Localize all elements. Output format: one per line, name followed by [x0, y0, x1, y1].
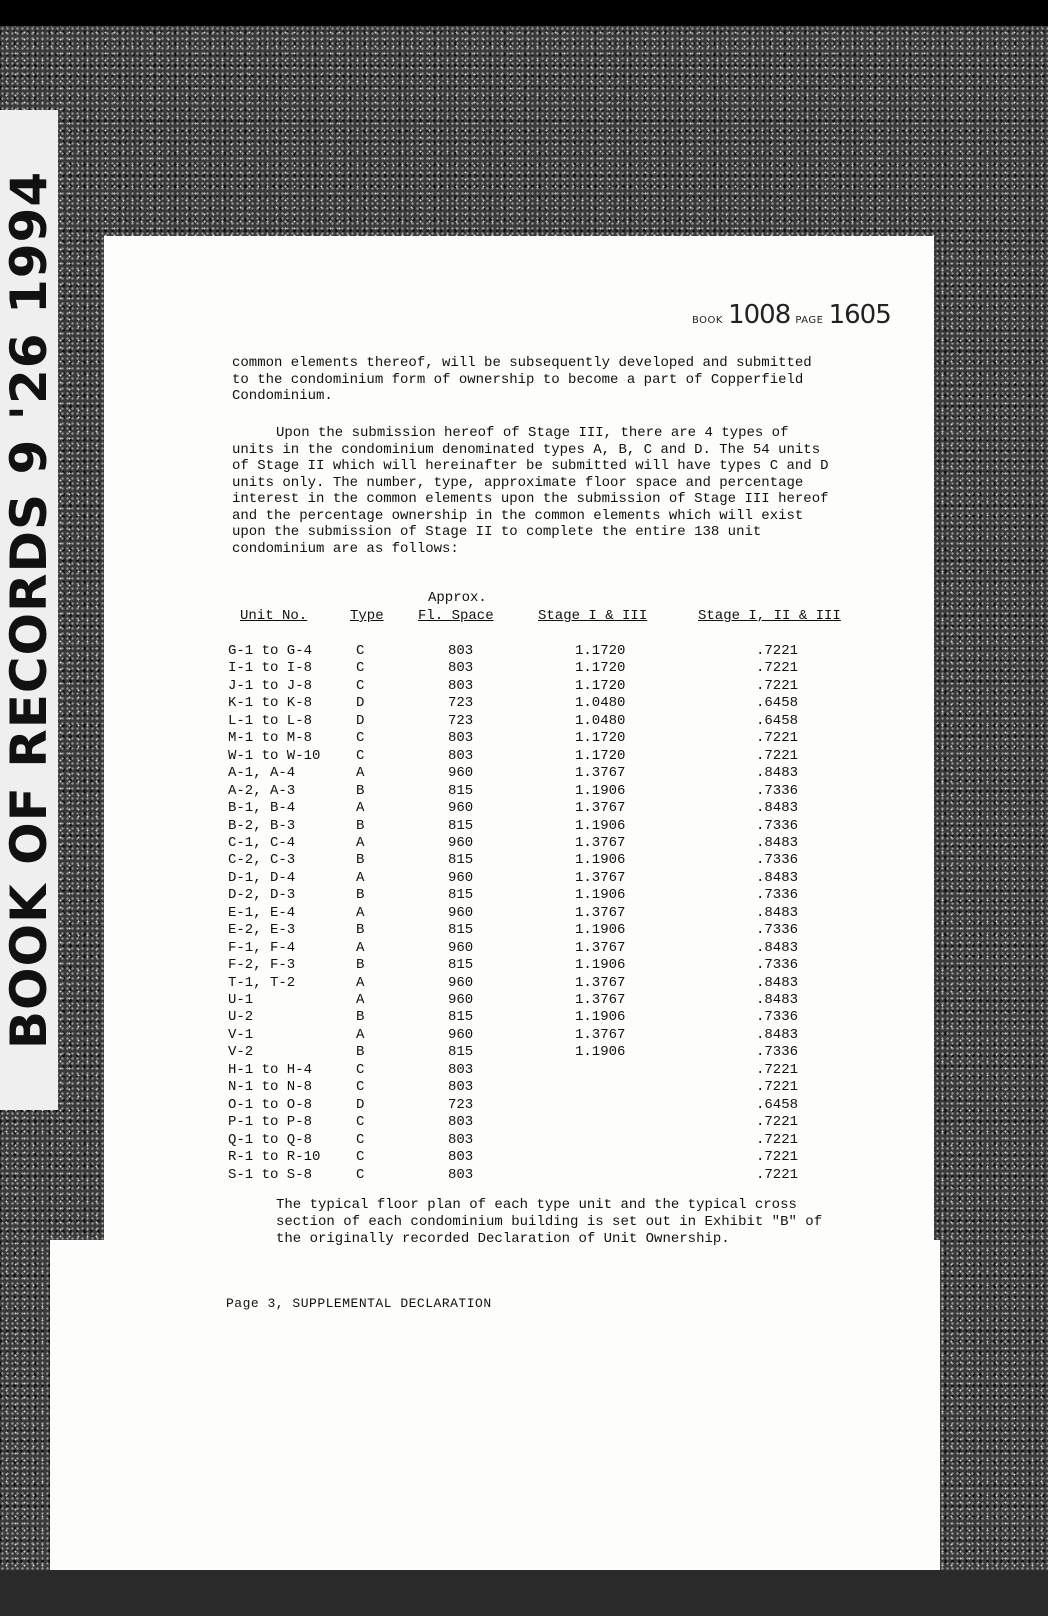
- header-type: Type: [350, 608, 384, 624]
- table-cell-space: 803: [448, 1079, 474, 1096]
- table-cell-unit: V-2: [228, 1044, 254, 1061]
- table-cell-s123: .7221: [756, 1166, 799, 1183]
- table-cell-s123: .8483: [756, 974, 799, 991]
- table-cell-unit: B-1, B-4: [228, 800, 296, 817]
- stamp-text: BOOK OF RECORDS 9 '26 1994: [0, 170, 58, 1050]
- table-cell-unit: K-1 to K-8: [228, 695, 313, 712]
- book-label: BOOK: [692, 315, 723, 326]
- table-cell-s13: 1.3767: [575, 974, 626, 991]
- table-cell-s123: .7221: [756, 1114, 799, 1131]
- table-cell-type: C: [356, 643, 365, 659]
- table-cell-space: 960: [448, 869, 474, 886]
- table-cell-s123: .7221: [756, 730, 799, 747]
- table-cell-unit: Q-1 to Q-8: [228, 1131, 313, 1148]
- table-cell-s123: .7221: [756, 747, 799, 764]
- table-cell-type: C: [356, 1079, 365, 1096]
- table-cell-type: D: [356, 712, 365, 729]
- table-cell-s123: .8483: [756, 834, 799, 851]
- table-cell-space: 803: [448, 643, 474, 659]
- table-cell-unit: C-1, C-4: [228, 834, 296, 851]
- top-border: [0, 0, 1048, 26]
- table-cell-type: A: [356, 834, 365, 851]
- table-cell-space: 723: [448, 695, 474, 712]
- book-page-reference: [692, 300, 891, 330]
- table-cell-unit: M-1 to M-8: [228, 730, 313, 747]
- table-cell-s123: .8483: [756, 765, 799, 782]
- table-cell-unit: E-1, E-4: [228, 904, 296, 921]
- table-cell-space: 815: [448, 1009, 474, 1026]
- table-cell-unit: V-1: [228, 1026, 254, 1043]
- table-cell-s123: .7336: [756, 852, 799, 869]
- table-cell-type: A: [356, 992, 365, 1008]
- table-cell-s123: .7336: [756, 817, 799, 834]
- intro-paragraph: common elements thereof, will be subsequently developed and submitted to the condominium form of ownership to become a part of Copperfield Condominium.: [232, 355, 812, 404]
- table-cell-space: 803: [448, 1149, 474, 1166]
- table-cell-type: A: [356, 765, 365, 782]
- table-cell-unit: E-2, E-3: [228, 922, 296, 939]
- table-cell-s13: 1.3767: [575, 800, 626, 817]
- table-cell-space: 803: [448, 730, 474, 747]
- table-cell-s123: .7221: [756, 643, 799, 659]
- table-cell-s13: 1.3767: [575, 904, 626, 921]
- table-cell-type: C: [356, 1061, 365, 1078]
- table-cell-type: C: [356, 660, 365, 677]
- table-cell-type: A: [356, 1026, 365, 1043]
- table-cell-unit: H-1 to H-4: [228, 1061, 313, 1078]
- table-cell-unit: N-1 to N-8: [228, 1079, 313, 1096]
- table-cell-s13: 1.0480: [575, 712, 626, 729]
- table-cell-s123: .8483: [756, 904, 799, 921]
- table-cell-space: 960: [448, 992, 474, 1008]
- table-cell-unit: R-1 to R-10: [228, 1149, 321, 1166]
- table-cell-unit: G-1 to G-4: [228, 643, 313, 659]
- table-cell-space: 803: [448, 747, 474, 764]
- table-cell-space: 815: [448, 922, 474, 939]
- table-cell-unit: U-2: [228, 1009, 254, 1026]
- table-cell-space: 815: [448, 852, 474, 869]
- table-cell-s13: 1.1906: [575, 957, 626, 974]
- table-cell-s123: .7221: [756, 1149, 799, 1166]
- table-cell-s13: 1.1906: [575, 887, 626, 904]
- table-cell-space: 815: [448, 1044, 474, 1061]
- page-footer: Page 3, SUPPLEMENTAL DECLARATION: [226, 1296, 492, 1311]
- table-cell-type: A: [356, 800, 365, 817]
- table-cell-unit: S-1 to S-8: [228, 1166, 313, 1183]
- table-cell-space: 960: [448, 834, 474, 851]
- table-cell-s123: .8483: [756, 992, 799, 1008]
- table-cell-s123: .7336: [756, 922, 799, 939]
- table-cell-type: C: [356, 677, 365, 694]
- table-cell-s123: .8483: [756, 1026, 799, 1043]
- table-cell-s123: .8483: [756, 800, 799, 817]
- table-cell-s13: 1.3767: [575, 869, 626, 886]
- table-cell-s13: 1.3767: [575, 1026, 626, 1043]
- table-cell-s13: 1.1906: [575, 817, 626, 834]
- table-cell-type: B: [356, 817, 365, 834]
- table-cell-type: D: [356, 695, 365, 712]
- table-cell-unit: P-1 to P-8: [228, 1114, 313, 1131]
- table-cell-unit: D-1, D-4: [228, 869, 296, 886]
- table-cell-type: B: [356, 852, 365, 869]
- table-cell-s123: .7221: [756, 1079, 799, 1096]
- table-cell-space: 960: [448, 974, 474, 991]
- table-cell-s13: 1.1720: [575, 730, 626, 747]
- table-cell-unit: F-1, F-4: [228, 939, 296, 956]
- table-cell-space: 803: [448, 677, 474, 694]
- table-cell-s13: 1.1906: [575, 922, 626, 939]
- table-cell-unit: J-1 to J-8: [228, 677, 313, 694]
- table-cell-unit: T-1, T-2: [228, 974, 296, 991]
- table-cell-type: A: [356, 904, 365, 921]
- table-cell-space: 960: [448, 1026, 474, 1043]
- table-cell-type: D: [356, 1096, 365, 1113]
- bottom-border: [0, 1570, 1048, 1616]
- book-of-records-stamp: [0, 110, 58, 1110]
- table-cell-type: A: [356, 939, 365, 956]
- table-cell-space: 723: [448, 712, 474, 729]
- table-cell-space: 960: [448, 765, 474, 782]
- table-cell-type: B: [356, 1044, 365, 1061]
- table-cell-s13: 1.1906: [575, 1009, 626, 1026]
- table-cell-unit: B-2, B-3: [228, 817, 296, 834]
- table-cell-s13: 1.3767: [575, 765, 626, 782]
- table-cell-unit: I-1 to I-8: [228, 660, 313, 677]
- table-cell-type: B: [356, 782, 365, 799]
- page-label: PAGE: [795, 315, 824, 326]
- table-cell-unit: A-2, A-3: [228, 782, 296, 799]
- table-cell-s123: .7336: [756, 1009, 799, 1026]
- table-cell-s13: 1.0480: [575, 695, 626, 712]
- table-cell-unit: A-1, A-4: [228, 765, 296, 782]
- table-cell-space: 803: [448, 1061, 474, 1078]
- table-cell-s123: .7221: [756, 677, 799, 694]
- table-cell-unit: W-1 to W-10: [228, 747, 321, 764]
- header-stage123: Stage I, II & III: [698, 608, 841, 624]
- table-cell-type: C: [356, 730, 365, 747]
- table-cell-s123: .8483: [756, 869, 799, 886]
- page-number: 1605: [828, 300, 891, 330]
- header-space: Fl. Space: [418, 608, 494, 624]
- table-cell-s13: 1.3767: [575, 939, 626, 956]
- table-cell-s123: .6458: [756, 712, 799, 729]
- table-cell-s13: 1.1720: [575, 643, 626, 659]
- table-cell-s13: 1.1720: [575, 747, 626, 764]
- table-cell-space: 815: [448, 957, 474, 974]
- table-cell-s123: .7336: [756, 782, 799, 799]
- table-cell-type: A: [356, 974, 365, 991]
- table-cell-space: 815: [448, 817, 474, 834]
- table-cell-s123: .7221: [756, 1131, 799, 1148]
- table-cell-unit: C-2, C-3: [228, 852, 296, 869]
- header-stage13: Stage I & III: [538, 608, 648, 624]
- table-cell-unit: L-1 to L-8: [228, 712, 313, 729]
- table-cell-type: C: [356, 1131, 365, 1148]
- table-cell-s13: 1.3767: [575, 834, 626, 851]
- table-cell-s123: .7336: [756, 1044, 799, 1061]
- table-cell-space: 723: [448, 1096, 474, 1113]
- table-cell-type: B: [356, 1009, 365, 1026]
- table-cell-s13: 1.1720: [575, 660, 626, 677]
- closing-paragraph: The typical floor plan of each type unit and the typical cross section of each condominium building is set out in Exhibit "B" of the originally recorded Declaration of Unit Ownership.: [276, 1197, 823, 1247]
- table-cell-space: 815: [448, 782, 474, 799]
- table-cell-space: 815: [448, 887, 474, 904]
- book-number: 1008: [728, 300, 791, 330]
- table-cell-s13: 1.1906: [575, 1044, 626, 1061]
- table-cell-s13: 1.1906: [575, 852, 626, 869]
- table-cell-s123: .6458: [756, 1096, 799, 1113]
- table-cell-type: A: [356, 869, 365, 886]
- body-paragraph: Upon the submission hereof of Stage III, there are 4 types of units in the condominium denominated types A, B, C and D. The 54 units of Stage II which will hereinafter be submitted will have types C and D units only. The number, type, approximate floor space and percentage interest in the common elements upon the submission of Stage III hereof and the percentage ownership in the common elements which will exist upon the submission of Stage II to complete the entire 138 unit condominium are as follows:: [232, 425, 829, 557]
- table-cell-space: 960: [448, 904, 474, 921]
- table-cell-s123: .7221: [756, 660, 799, 677]
- table-cell-unit: D-2, D-3: [228, 887, 296, 904]
- table-cell-type: B: [356, 957, 365, 974]
- table-cell-space: 803: [448, 660, 474, 677]
- table-cell-space: 960: [448, 939, 474, 956]
- table-cell-s123: .7336: [756, 887, 799, 904]
- table-cell-s13: 1.1720: [575, 677, 626, 694]
- table-cell-space: 803: [448, 1114, 474, 1131]
- table-cell-type: B: [356, 887, 365, 904]
- table-cell-type: C: [356, 1149, 365, 1166]
- header-unit: Unit No.: [240, 608, 308, 624]
- table-cell-unit: U-1: [228, 992, 254, 1008]
- table-cell-space: 803: [448, 1166, 474, 1183]
- table-cell-unit: O-1 to O-8: [228, 1096, 313, 1113]
- table-cell-space: 960: [448, 800, 474, 817]
- table-cell-space: 803: [448, 1131, 474, 1148]
- table-cell-type: C: [356, 747, 365, 764]
- table-cell-s123: .8483: [756, 939, 799, 956]
- table-cell-s123: .6458: [756, 695, 799, 712]
- table-cell-type: B: [356, 922, 365, 939]
- header-space-top: Approx.: [428, 590, 487, 606]
- table-cell-s13: 1.1906: [575, 782, 626, 799]
- table-cell-unit: F-2, F-3: [228, 957, 296, 974]
- table-cell-type: C: [356, 1114, 365, 1131]
- table-cell-s123: .7221: [756, 1061, 799, 1078]
- table-cell-s123: .7336: [756, 957, 799, 974]
- table-cell-type: C: [356, 1166, 365, 1183]
- table-cell-s13: 1.3767: [575, 992, 626, 1008]
